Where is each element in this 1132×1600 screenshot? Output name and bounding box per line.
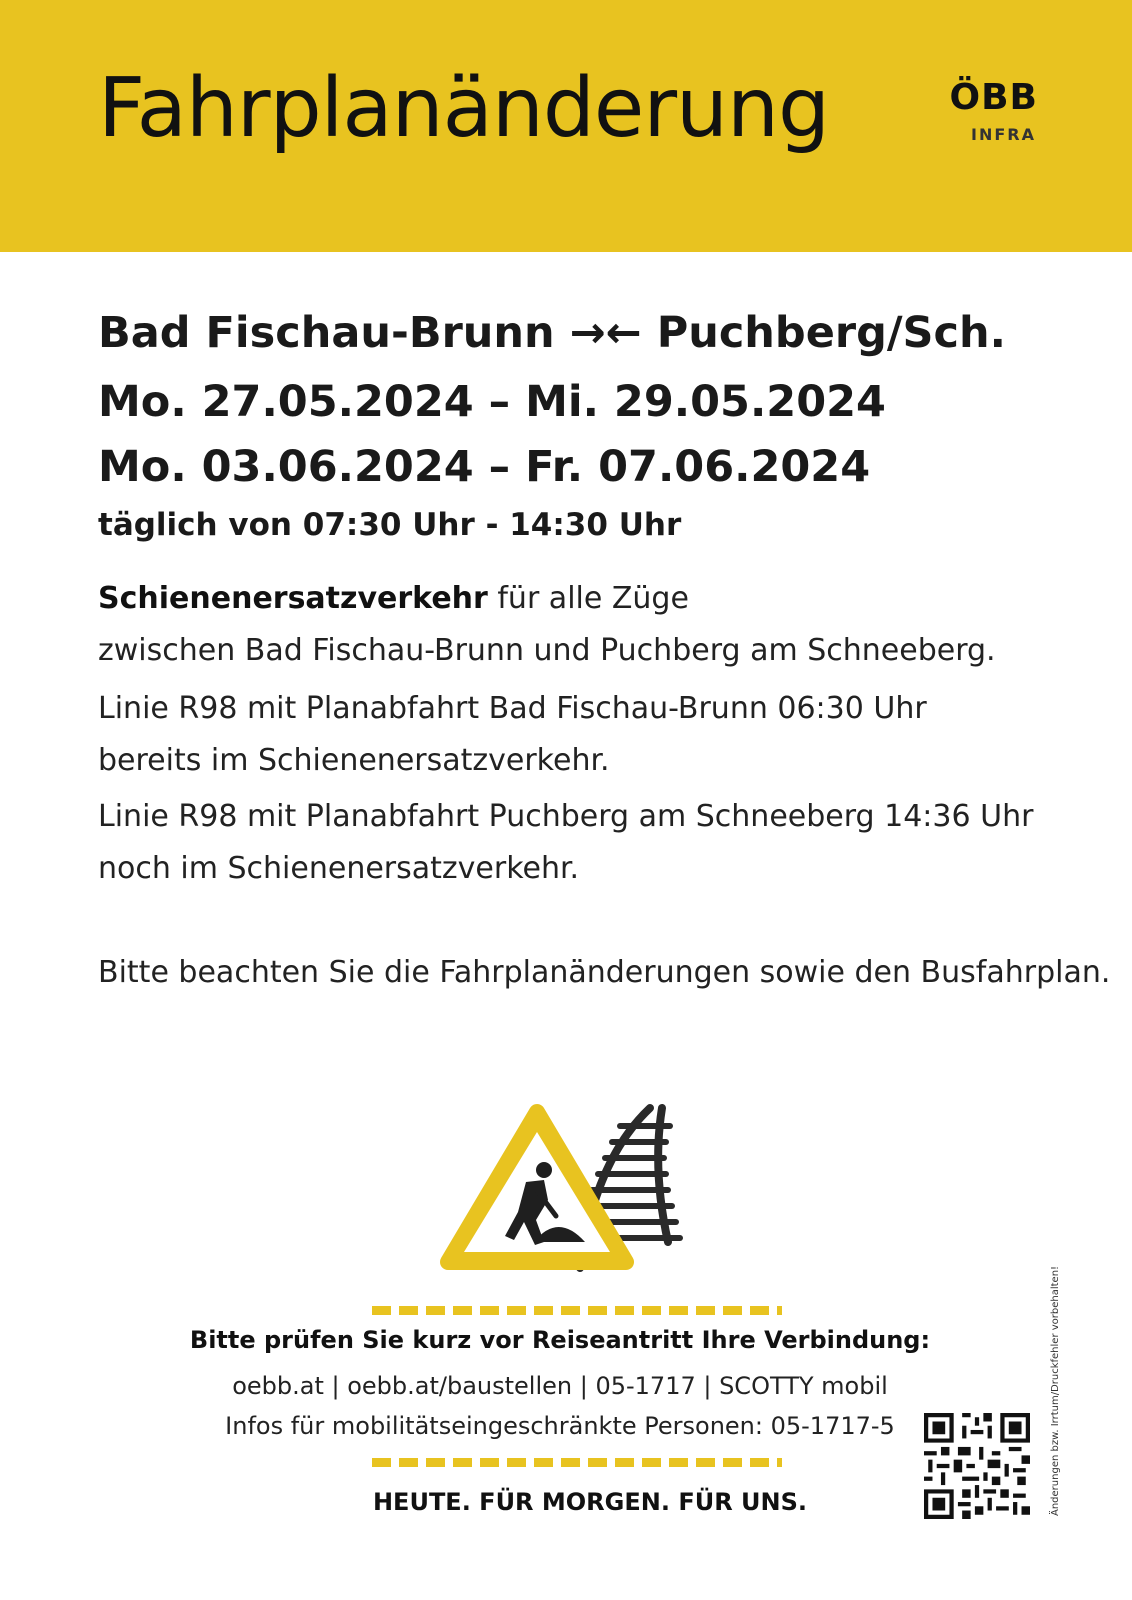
route-from: Bad Fischau-Brunn <box>98 308 555 358</box>
period-1: Mo. 27.05.2024 – Mi. 29.05.2024 <box>98 377 886 427</box>
check-connection-heading: Bitte prüfen Sie kurz vor Reiseantritt Ihre Verbindung: <box>189 1326 931 1354</box>
contact-links: oebb.at | oebb.at/baustellen | 05-1717 | SCOTTY mobil <box>232 1372 888 1400</box>
slogan: HEUTE. FÜR MORGEN. FÜR UNS. <box>372 1488 808 1516</box>
bus-schedule-note: Bitte beachten Sie die Fahrplanänderungen sowie den Busfahrplan. <box>98 955 1111 990</box>
divider-dashes-bottom <box>372 1458 782 1467</box>
replacement-service-rest: für alle Züge <box>487 581 689 616</box>
disclaimer-text: Änderungen bzw. Irrtum/Druckfehler vorbehalten! <box>1050 1265 1061 1516</box>
replacement-service-line <box>98 581 689 616</box>
route-title <box>98 308 1006 358</box>
last-departure-line: Linie R98 mit Planabfahrt Puchberg am Schneeberg 14:36 Uhr <box>98 799 1034 834</box>
route-to: Puchberg/Sch. <box>656 308 1006 358</box>
replacement-service-term: Schienenersatzverkehr <box>98 581 488 616</box>
daily-time: täglich von 07:30 Uhr - 14:30 Uhr <box>98 507 682 543</box>
first-departure-note: bereits im Schienenersatzverkehr. <box>98 743 610 778</box>
section-line: zwischen Bad Fischau-Brunn und Puchberg am Schneeberg. <box>98 633 996 668</box>
route-arrows-icon: →← <box>569 308 642 358</box>
page-title: Fahrplanänderung <box>98 61 830 156</box>
qr-code-icon <box>924 1413 1030 1519</box>
first-departure-line: Linie R98 mit Planabfahrt Bad Fischau-Brunn 06:30 Uhr <box>98 691 927 726</box>
logo-sub: INFRA <box>971 125 1036 144</box>
period-2: Mo. 03.06.2024 – Fr. 07.06.2024 <box>98 442 871 492</box>
divider-dashes-top <box>372 1306 782 1315</box>
mobility-info: Infos für mobilitätseingeschränkte Personen: 05-1717-5 <box>225 1412 895 1440</box>
construction-illustration <box>440 1100 720 1290</box>
logo-brand: ÖBB <box>949 77 1038 118</box>
header-banner <box>0 0 1132 252</box>
last-departure-note: noch im Schienenersatzverkehr. <box>98 851 580 886</box>
oebb-infra-logo <box>930 77 1038 150</box>
